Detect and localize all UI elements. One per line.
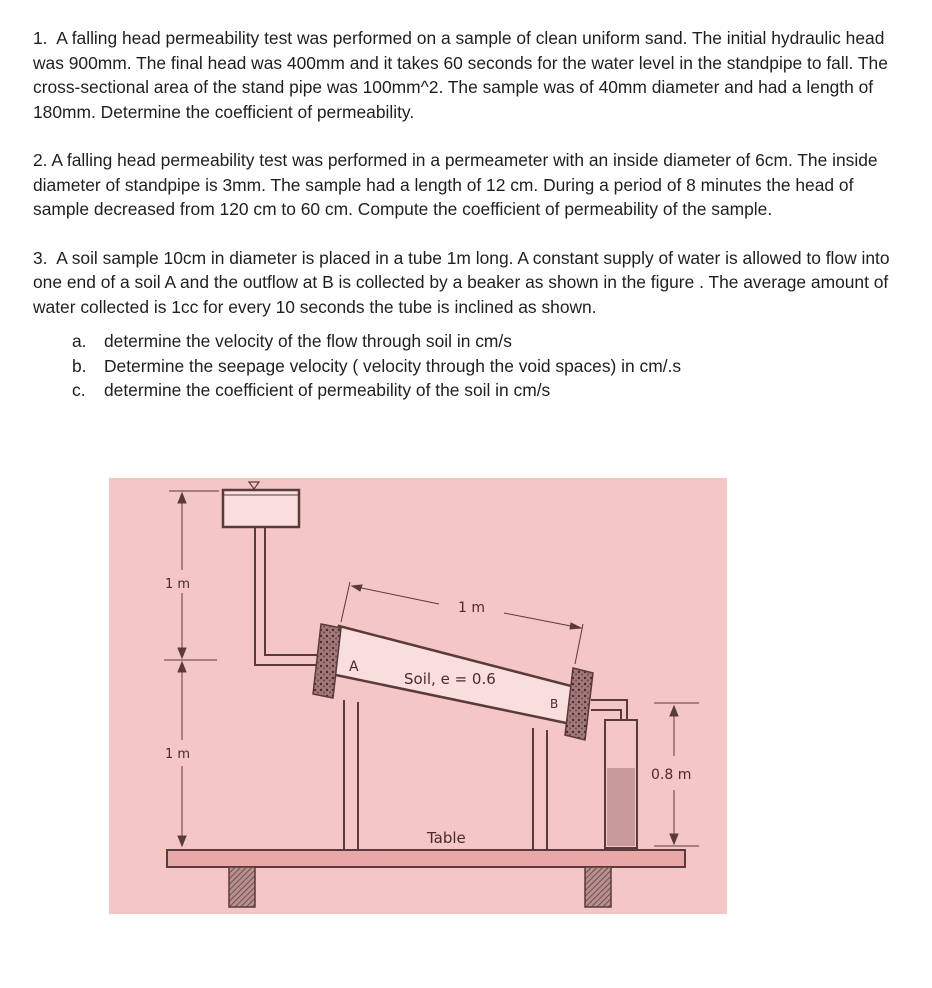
figure-svg (109, 478, 727, 914)
permeability-figure (109, 478, 727, 914)
problem-3 (33, 246, 893, 320)
subitem-c-text: determine the coefficient of permeability of the soil in cm/s (104, 380, 551, 400)
tube-length-label: 1 m (458, 600, 485, 616)
subitem-b (33, 354, 893, 379)
problem-3-number: 3. (33, 247, 48, 268)
table-leg-right (585, 867, 611, 907)
supply-tank (223, 482, 299, 527)
subitem-c (33, 378, 893, 403)
problem-2-number: 2. (33, 150, 48, 170)
subitem-b-text: Determine the seepage velocity ( velocity through the void spaces) in cm/.s (104, 355, 682, 376)
problem-2-text: A falling head permeability test was performed in a permeameter with an inside diameter of 6cm. The inside diameter of standpipe is 3mm. The sample had a length of 12 cm. During a period of 8 minutes the head of sample decreased from 120 cm to 60 cm. Compute the coefficient of permeability of the sample. (33, 150, 878, 219)
lower-height-label: 1 m (165, 747, 191, 762)
document-body (33, 26, 893, 403)
soil-label: Soil, e = 0.6 (404, 670, 496, 688)
problem-3-text: A soil sample 10cm in diameter is placed in a tube 1m long. A constant supply of water is allowed to flow into one end of a soil A and the outflow at B is collected by a beaker as shown in the figure . The average amount of water collected is 1cc for every 10 seconds the tube is inclined as shown. (33, 247, 890, 317)
problem-2 (33, 148, 893, 222)
subitem-a (33, 329, 893, 354)
subitem-a-text: determine the velocity of the flow through soil in cm/s (104, 331, 512, 351)
subitem-a-marker: a. (72, 331, 87, 351)
upper-height-label: 1 m (165, 577, 191, 592)
problem-1-text: A falling head permeability test was performed on a sample of clean uniform sand. The initial hydraulic head was 900mm. The final head was 400mm and it takes 60 seconds for the water level in the standpipe to fall. The cross-sectional area of the stand pipe was 100mm^2. The sample was of 40mm diameter and had a length of 180mm. Determine the coefficient of permeability. (33, 28, 888, 122)
outlet-height-label: 0.8 m (651, 767, 692, 783)
table-label: Table (427, 829, 466, 847)
subitem-b-marker: b. (72, 355, 87, 376)
problem-1 (33, 26, 893, 124)
problem-1-number: 1. (33, 28, 48, 48)
end-b-label: B (550, 697, 559, 711)
problem-3-subitems (33, 329, 893, 403)
subitem-c-marker: c. (72, 380, 86, 400)
end-a-label: A (349, 659, 359, 675)
table-leg-left (229, 867, 255, 907)
collected-water (607, 768, 635, 846)
